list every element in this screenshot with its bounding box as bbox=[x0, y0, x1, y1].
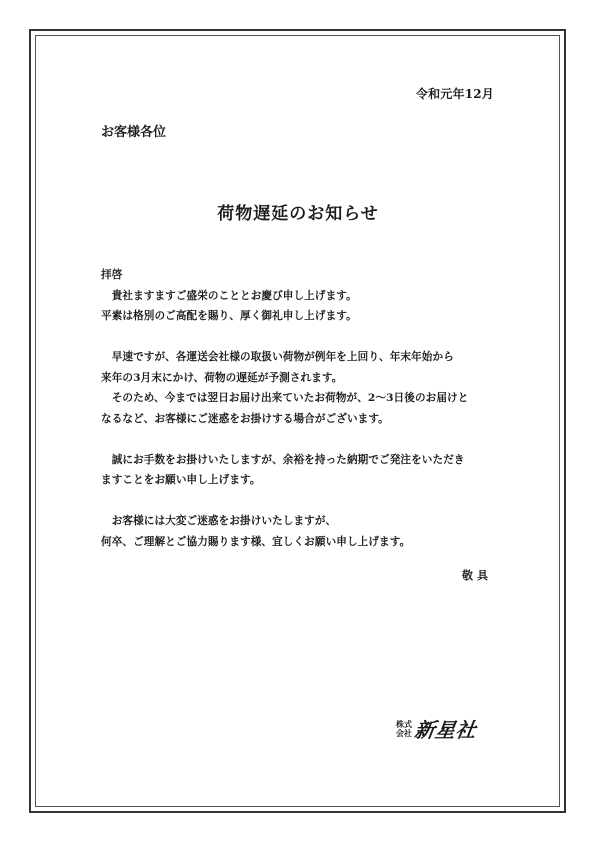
body-line: 誠にお手数をお掛けいたしますが、余裕を持った納期でご発注をいただき bbox=[101, 453, 465, 466]
company-type bbox=[396, 720, 412, 738]
salutation: 拝啓 bbox=[101, 269, 123, 281]
body-line: そのため、今までは翌日お届け出来ていたお荷物が、2～3日後のお届けと bbox=[101, 392, 469, 404]
letter-title: 荷物遅延のお知らせ bbox=[217, 204, 379, 224]
company-type-line: 会社 bbox=[396, 728, 412, 738]
recipient: お客様各位 bbox=[101, 125, 167, 140]
closing-phrase: 敬具 bbox=[462, 569, 492, 582]
body-line: ますことをお願い申し上げます。 bbox=[101, 474, 261, 486]
company-type-line: 株式 bbox=[396, 719, 412, 729]
company-logo bbox=[396, 714, 477, 743]
body-line: なるなど、お客様にご迷惑をお掛けする場合がございます。 bbox=[101, 412, 389, 425]
company-name: 新星社 bbox=[413, 718, 478, 742]
body-line: 早速ですが、各運送会社様の取扱い荷物が例年を上回り、年末年始から bbox=[101, 351, 454, 363]
body-line: 貴社ますますご盛栄のこととお慶び申し上げます。 bbox=[101, 289, 357, 302]
body-line: 何卒、ご理解とご協力賜ります様、宜しくお願い申し上げます。 bbox=[101, 535, 411, 548]
body-line: お客様には大変ご迷惑をお掛けいたしますが、 bbox=[101, 515, 337, 527]
body-line: 来年の3月末にかけ、荷物の遅延が予測されます。 bbox=[101, 371, 343, 384]
letter-date: 令和元年12月 bbox=[415, 87, 494, 101]
letter-body bbox=[101, 265, 501, 552]
body-line: 平素は格別のご高配を賜り、厚く御礼申し上げます。 bbox=[101, 310, 357, 322]
